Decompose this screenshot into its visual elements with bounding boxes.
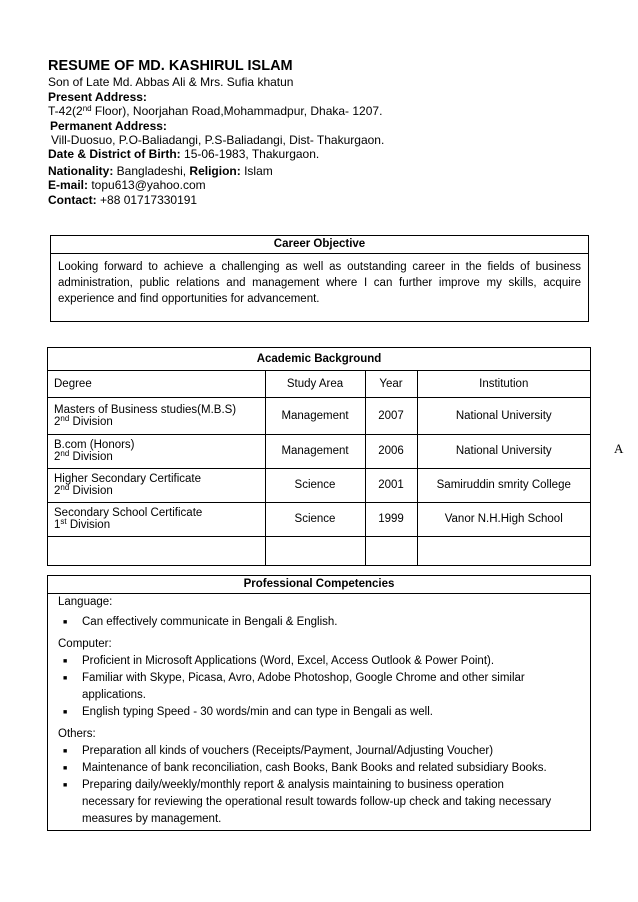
language-list: [58, 614, 580, 631]
list-item: ■ Proficient in Microsoft Applications (Word, Excel, Access Outlook & Power Point).: [58, 653, 580, 670]
academic-background-title: Academic Background: [48, 348, 590, 371]
computer-label: Computer:: [58, 638, 112, 650]
study-area-cell: Science: [265, 502, 365, 536]
nationality-religion: Nationality: Bangladeshi, Religion: Islam: [48, 164, 273, 178]
empty-cell: [417, 536, 590, 566]
institution-cell: National University: [417, 434, 590, 468]
year-cell: 1999: [365, 502, 417, 536]
list-item: ■ Maintenance of bank reconciliation, cash Books, Bank Books and related subsidiary Books.: [58, 760, 580, 777]
study-area-cell: Management: [265, 434, 365, 468]
resume-title: RESUME OF MD. KASHIRUL ISLAM: [48, 58, 293, 74]
permanent-address-value: Vill-Duosuo, P.O-Baliadangi, P.S-Baliadangi, Dist- Thakurgaon.: [51, 133, 385, 147]
empty-cell: [48, 536, 265, 566]
career-objective-text: Looking forward to achieve a challenging as well as outstanding career in the fields of business administration, public relations and management where I can further improve my skills, acquire experience and find opportunities for advancement.: [58, 261, 581, 305]
professional-competencies-box: [47, 575, 591, 831]
list-item: ■ Familiar with Skype, Picasa, Avro, Adobe Photoshop, Google Chrome and other similar applications.: [58, 670, 580, 704]
study-area-cell: Science: [265, 468, 365, 502]
year-cell: 2006: [365, 434, 417, 468]
empty-cell: [365, 536, 417, 566]
present-address-value: T-42(2nd Floor), Noorjahan Road,Mohammadpur, Dhaka- 1207.: [48, 104, 383, 118]
email-line: E-mail: topu613@yahoo.com: [48, 178, 206, 192]
date-of-birth: Date & District of Birth: 15-06-1983, Thakurgaon.: [48, 147, 320, 161]
table-row: [48, 502, 590, 536]
header-study-area: Study Area: [265, 371, 365, 397]
degree-cell: Higher Secondary Certificate 2nd Division: [48, 468, 265, 502]
career-objective-title: Career Objective: [51, 236, 588, 254]
margin-letter: A: [614, 441, 624, 456]
header-institution: Institution: [417, 371, 590, 397]
professional-competencies-title: Professional Competencies: [48, 576, 590, 594]
header-degree: Degree: [48, 371, 265, 397]
table-row: [48, 468, 590, 502]
present-address-label: Present Address:: [48, 90, 147, 104]
list-item: ■ Preparation all kinds of vouchers (Receipts/Payment, Journal/Adjusting Voucher): [58, 743, 580, 760]
degree-cell: B.com (Honors) 2nd Division: [48, 434, 265, 468]
study-area-cell: Management: [265, 397, 365, 434]
list-item: ■ English typing Speed - 30 words/min and can type in Bengali as well.: [58, 704, 580, 721]
contact-line: Contact: +88 01717330191: [48, 193, 198, 207]
others-list: [58, 743, 580, 828]
degree-cell: Secondary School Certificate 1st Division: [48, 502, 265, 536]
table-row: [48, 434, 590, 468]
header-year: Year: [365, 371, 417, 397]
empty-row: [48, 536, 590, 566]
institution-cell: National University: [417, 397, 590, 434]
list-item: ■ Can effectively communicate in Bengali & English.: [58, 614, 580, 631]
empty-cell: [265, 536, 365, 566]
computer-list: [58, 653, 580, 721]
parents-line: Son of Late Md. Abbas Ali & Mrs. Sufia khatun: [48, 75, 294, 89]
academic-table: [48, 371, 590, 566]
academic-header-row: [48, 371, 590, 397]
institution-cell: Vanor N.H.High School: [417, 502, 590, 536]
table-row: [48, 397, 590, 434]
institution-cell: Samiruddin smrity College: [417, 468, 590, 502]
language-label: Language:: [58, 596, 113, 608]
career-objective-box: [50, 235, 589, 322]
others-label: Others:: [58, 728, 96, 740]
competencies-content: [48, 594, 590, 828]
degree-cell: Masters of Business studies(M.B.S) 2nd Division: [48, 397, 265, 434]
year-cell: 2001: [365, 468, 417, 502]
permanent-address-label: Permanent Address:: [50, 119, 167, 133]
list-item: ■ Preparing daily/weekly/monthly report & analysis maintaining to business operation necessary for reviewing the operational result towards follow-up check and taking necessary measures by management.: [58, 777, 580, 828]
year-cell: 2007: [365, 397, 417, 434]
academic-background-box: [47, 347, 591, 566]
